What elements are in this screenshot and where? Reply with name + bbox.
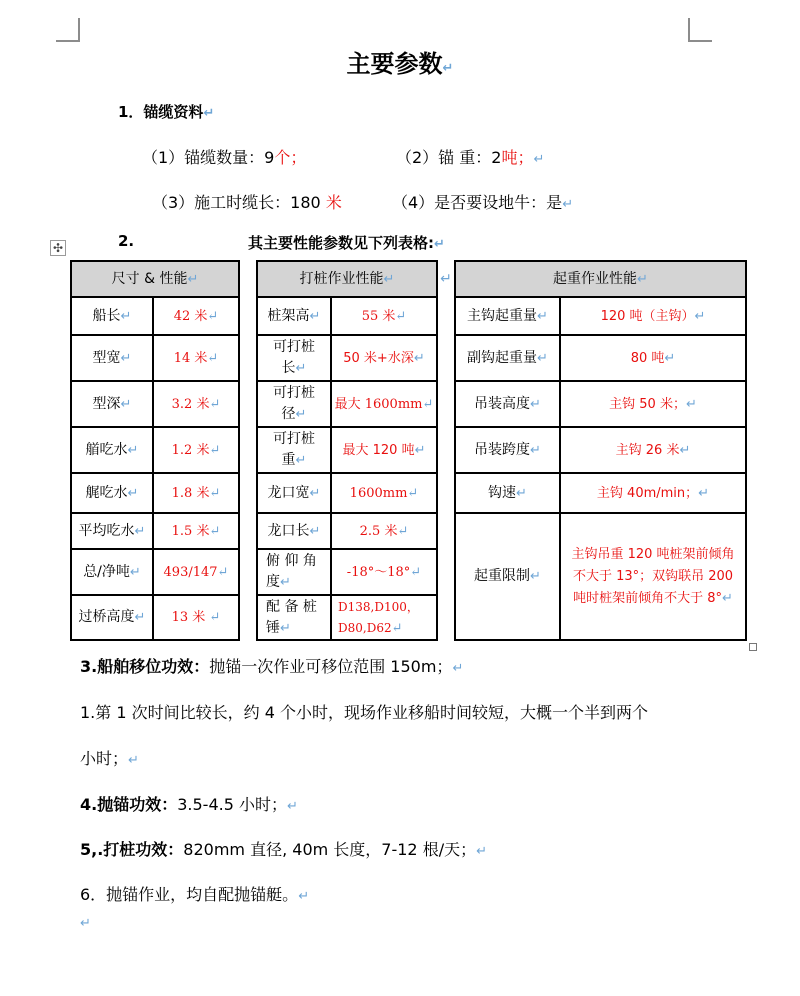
size-label: 总/净吨 ↵ xyxy=(83,563,141,580)
header-lifting-performance: 起重作业性能 ↵ xyxy=(553,270,648,287)
page-corner-mark-right xyxy=(688,18,712,42)
size-value: 1.8 米 ↵ xyxy=(171,485,221,501)
piling-label: 桩架高 ↵ xyxy=(267,307,321,324)
lifting-label: 吊装高度 ↵ xyxy=(474,395,541,412)
size-value: 13 米 ↵ xyxy=(171,610,221,625)
size-label: 船长 ↵ xyxy=(92,307,132,324)
size-value: 3.2 米 ↵ xyxy=(171,396,221,412)
lifting-value: 主钩吊重 120 吨桩架前倾角不大于 13°；双钩联吊 200 吨时桩架前倾角不大于 8°↵ xyxy=(571,546,735,606)
header-piling-performance: 打桩作业性能 ↵ xyxy=(299,270,395,287)
lifting-value: 80 吨 ↵ xyxy=(630,350,676,366)
section-3: 3.船舶移位功效：抛锚一次作业可移位范围 150m；↵ xyxy=(80,657,464,676)
anchor-weight: （2）锚 重：2吨；↵ xyxy=(396,148,545,167)
lifting-label: 副钩起重量 ↵ xyxy=(467,349,548,366)
piling-value: -18°～18° ↵ xyxy=(346,564,422,580)
size-value: 1.2 米 ↵ xyxy=(171,442,221,458)
page-corner-mark-left xyxy=(56,18,80,42)
lifting-label: 主钩起重量 ↵ xyxy=(467,307,548,324)
anchor-count: （1）锚缆数量：9个； xyxy=(142,148,307,167)
section-1-heading: 1．锚缆资料↵ xyxy=(118,103,215,121)
size-value: 14 米 ↵ xyxy=(173,350,219,366)
piling-label: 龙口宽 ↵ xyxy=(267,484,321,501)
note-line-1: 1.第 1 次时间比较长，约 4 个小时，现场作业移船时间较短，大概一个半到两个 xyxy=(80,703,648,722)
section-6: 6．抛锚作业，均自配抛锚艇。↵ xyxy=(80,885,310,904)
piling-label: 可打桩径↵ xyxy=(273,385,315,422)
page-title: 主要参数↵ xyxy=(346,50,454,78)
lifting-label: 吊装跨度 ↵ xyxy=(474,441,541,458)
piling-value: 最大 1600mm ↵ xyxy=(334,396,434,412)
piling-value: 1600mm ↵ xyxy=(349,485,419,501)
size-label: 型深 ↵ xyxy=(92,395,132,412)
performance-table xyxy=(70,260,747,641)
piling-label: 可打桩长↵ xyxy=(273,339,315,376)
piling-value: 50 米+水深 ↵ xyxy=(343,350,425,366)
table-move-handle[interactable]: ✣ xyxy=(50,240,66,256)
piling-value: 55 米 ↵ xyxy=(361,308,407,324)
section-2-heading: 其主要性能参数见下列表格:↵ xyxy=(248,234,445,252)
lifting-value: 主钩 50 米； ↵ xyxy=(609,396,697,412)
table-resize-handle[interactable] xyxy=(749,643,757,651)
piling-value: D138,D100，D80,D62↵ xyxy=(338,599,419,636)
size-value: 1.5 米 ↵ xyxy=(171,523,221,539)
section-4: 4.抛锚功效：3.5-4.5 小时；↵ xyxy=(80,795,298,814)
section-2-number: 2. xyxy=(118,232,135,250)
size-value: 42 米 ↵ xyxy=(173,308,219,324)
piling-label: 配 备 桩 锤↵ xyxy=(266,598,317,636)
lifting-label: 起重限制 ↵ xyxy=(474,568,541,584)
piling-value: 2.5 米 ↵ xyxy=(359,523,409,539)
piling-value: 最大 120 吨 ↵ xyxy=(342,442,426,458)
size-label: 平均吃水 ↵ xyxy=(78,522,146,539)
section-5: 5,.打桩功效：820mm 直径, 40m 长度，7-12 根/天；↵ xyxy=(80,840,487,859)
ground-anchor: （4）是否要设地牛：是↵ xyxy=(392,193,574,212)
piling-label: 龙口长 ↵ xyxy=(267,522,321,539)
table-gap-mark: ↵ xyxy=(440,270,452,287)
size-label: 艉吃水 ↵ xyxy=(85,484,139,501)
lifting-value: 主钩 40m/min； ↵ xyxy=(596,485,710,501)
piling-label: 俯 仰 角 度↵ xyxy=(266,553,317,590)
size-label: 艏吃水 ↵ xyxy=(85,441,139,458)
size-label: 过桥高度 ↵ xyxy=(78,609,146,625)
lifting-value: 主钩 26 米 ↵ xyxy=(615,442,691,458)
piling-label: 可打桩重↵ xyxy=(273,431,315,468)
size-label: 型宽 ↵ xyxy=(92,349,132,366)
note-line-2: 小时；↵ xyxy=(80,749,139,768)
lifting-value: 120 吨（主钩） ↵ xyxy=(600,308,706,324)
size-value: 493/147 ↵ xyxy=(163,564,229,580)
cable-length: （3）施工时缆长：180 米 xyxy=(152,193,342,212)
empty-paragraph-mark: ↵ xyxy=(80,916,91,931)
header-size-performance: 尺寸 & 性能 ↵ xyxy=(111,270,199,287)
lifting-label: 钩速 ↵ xyxy=(488,484,527,501)
